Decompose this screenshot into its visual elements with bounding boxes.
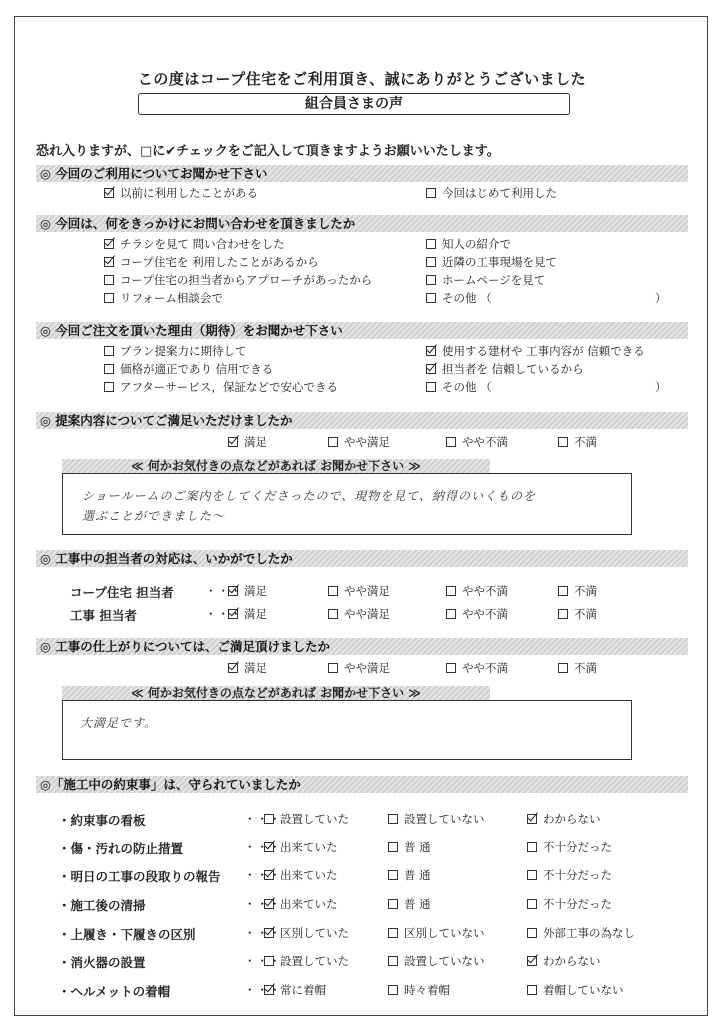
q7-option[interactable]: 不十分だった <box>527 839 612 855</box>
checkbox-icon[interactable] <box>446 609 456 619</box>
q6-comment-line: 大満足です。 <box>80 716 158 730</box>
checkbox-checked-icon[interactable] <box>527 814 537 824</box>
q7-option[interactable]: 設置していない <box>388 811 485 827</box>
checkbox-icon[interactable] <box>104 346 114 356</box>
q3-title: ◎ 今回ご注文を頂いた理由（期待）をお聞かせ下さい <box>36 322 688 339</box>
q5-title: ◎ 工事中の担当者の対応は、いかがでしたか <box>36 550 688 567</box>
q5-option[interactable]: やや不満 <box>446 606 508 622</box>
checkbox-icon[interactable] <box>446 586 456 596</box>
leader-dots: ・・・ <box>244 868 282 882</box>
q1-title: ◎ 今回のご利用についてお聞かせ下さい <box>36 165 688 182</box>
checkbox-checked-icon[interactable] <box>426 364 436 374</box>
q5-option[interactable]: やや満足 <box>328 583 390 599</box>
checkbox-icon[interactable] <box>388 956 398 966</box>
checkbox-icon[interactable] <box>426 275 436 285</box>
q5-option[interactable]: 不満 <box>558 606 597 622</box>
checkbox-icon[interactable] <box>388 985 398 995</box>
q7-row-label: ・約束事の看板 <box>58 813 146 828</box>
q6-option[interactable]: やや満足 <box>328 660 390 676</box>
q5-option[interactable]: やや満足 <box>328 606 390 622</box>
q3-option-other[interactable]: その他 （ <box>426 379 492 395</box>
q7-option[interactable]: 常に着帽 <box>264 982 326 998</box>
checkbox-checked-icon[interactable] <box>104 257 114 267</box>
q7-option[interactable]: 時々着帽 <box>388 982 450 998</box>
q2-other-close: ） <box>655 291 667 305</box>
q6-comment-header: ≪ 何かお気付きの点などがあれば お聞かせ下さい ≫ <box>62 686 490 701</box>
q4-option[interactable]: 不満 <box>558 434 597 450</box>
checkbox-icon[interactable] <box>328 663 338 673</box>
leader-dots: ・・・ <box>244 926 282 940</box>
q4-option[interactable]: 満足 <box>228 434 267 450</box>
q2-title: ◎ 今回は、何をきっかけにお問い合わせを頂きましたか <box>36 215 688 232</box>
leader-dots: ・・・ <box>244 840 282 854</box>
q2-option[interactable]: リフォーム相談会で <box>104 290 223 306</box>
q7-row-label: ・ヘルメットの着帽 <box>58 984 171 999</box>
checkbox-icon[interactable] <box>264 814 274 824</box>
q3-other-close: ） <box>655 380 667 394</box>
leader-dots: ・・・ <box>244 983 282 997</box>
q5-option[interactable]: 満足 <box>228 583 267 599</box>
checkbox-checked-icon[interactable] <box>264 899 274 909</box>
q7-option[interactable]: 不十分だった <box>527 896 612 912</box>
q2-option[interactable]: 近隣の工事現場を見て <box>426 254 557 270</box>
checkbox-icon[interactable] <box>104 382 114 392</box>
q6-option[interactable]: 不満 <box>558 660 597 676</box>
q5-row-label: コープ住宅 担当者 <box>70 585 174 600</box>
q7-option[interactable]: 着帽していない <box>527 982 624 998</box>
q4-title: ◎ 提案内容についてご満足いただけましたか <box>36 412 688 429</box>
q4-comment-box[interactable] <box>62 473 632 535</box>
q2-option[interactable]: チラシを見て 問い合わせをした <box>104 236 285 252</box>
checkbox-icon[interactable] <box>104 364 114 374</box>
checkbox-icon[interactable] <box>426 382 436 392</box>
q7-option[interactable]: 設置していた <box>264 953 349 969</box>
q4-comment-header: ≪ 何かお気付きの点などがあれば お聞かせ下さい ≫ <box>62 459 490 474</box>
q2-option[interactable]: コープ住宅の担当者からアプローチがあったから <box>104 272 372 288</box>
q6-option[interactable]: やや不満 <box>446 660 508 676</box>
q7-option[interactable]: 設置していない <box>388 953 485 969</box>
q7-option[interactable]: 出来ていた <box>264 896 338 912</box>
leader-dots: ・・・ <box>205 607 243 621</box>
checkbox-icon[interactable] <box>388 928 398 938</box>
q7-option[interactable]: 不十分だった <box>527 867 612 883</box>
checkbox-icon[interactable] <box>446 663 456 673</box>
q4-comment-line: ショールームのご案内をしてくださったので、現物を見て、納得のいくものを <box>82 489 537 503</box>
q7-option[interactable]: 設置していた <box>264 811 349 827</box>
checkbox-icon[interactable] <box>388 899 398 909</box>
page-subtitle: 組合員さまの声 <box>138 93 570 115</box>
q7-option[interactable]: 普 通 <box>388 867 431 883</box>
checkbox-icon[interactable] <box>104 275 114 285</box>
q7-option[interactable]: わからない <box>527 953 601 969</box>
checkbox-checked-icon[interactable] <box>264 928 274 938</box>
checkbox-checked-icon[interactable] <box>426 346 436 356</box>
q3-option[interactable]: プラン提案力に期待して <box>104 343 247 359</box>
checkbox-icon[interactable] <box>558 609 568 619</box>
q7-row-label: ・消火器の設置 <box>58 955 146 970</box>
checkbox-checked-icon[interactable] <box>228 609 238 619</box>
q7-option[interactable]: わからない <box>527 811 601 827</box>
q7-title: ◎「施工中の約束事」は、守られていましたか <box>36 776 688 793</box>
q4-option[interactable]: やや満足 <box>328 434 390 450</box>
checkbox-icon[interactable] <box>426 188 436 198</box>
q2-option[interactable]: 知人の紹介で <box>426 236 511 252</box>
q6-option[interactable]: 満足 <box>228 660 267 676</box>
leader-dots: ・・・ <box>244 897 282 911</box>
checkbox-icon[interactable] <box>527 842 537 852</box>
checkbox-icon[interactable] <box>558 663 568 673</box>
checkbox-checked-icon[interactable] <box>264 842 274 852</box>
checkbox-icon[interactable] <box>328 437 338 447</box>
checkbox-icon[interactable] <box>527 899 537 909</box>
checkbox-checked-icon[interactable] <box>228 586 238 596</box>
q3-option[interactable]: 使用する建材や 工事内容が 信頼できる <box>426 343 645 359</box>
q5-option[interactable]: やや不満 <box>446 583 508 599</box>
checkbox-checked-icon[interactable] <box>228 437 238 447</box>
page-title: この度はコープ住宅をご利用頂き、誠にありがとうございました <box>137 70 587 88</box>
q5-option[interactable]: 不満 <box>558 583 597 599</box>
checkbox-icon[interactable] <box>527 928 537 938</box>
q3-option[interactable]: アフターサービス，保証などで安心できる <box>104 379 338 395</box>
q5-row-label: 工事 担当者 <box>70 608 137 623</box>
q7-option[interactable]: 区別していない <box>388 925 485 941</box>
q2-option-other[interactable]: その他 （ <box>426 290 492 306</box>
q4-option[interactable]: やや不満 <box>446 434 508 450</box>
checkbox-checked-icon[interactable] <box>228 663 238 673</box>
q7-row-label: ・上履き・下履きの区別 <box>58 927 196 942</box>
q3-option[interactable]: 担当者を 信頼しているから <box>426 361 584 377</box>
q4-comment-line: 選ぶことができました〜 <box>82 509 226 523</box>
checkbox-checked-icon[interactable] <box>104 188 114 198</box>
leader-dots: ・・・ <box>244 954 282 968</box>
checkbox-icon[interactable] <box>104 293 114 303</box>
checkbox-icon[interactable] <box>558 586 568 596</box>
q7-option[interactable]: 普 通 <box>388 896 431 912</box>
q7-option[interactable]: 出来ていた <box>264 867 338 883</box>
q1-option[interactable]: 以前に利用したことがある <box>104 185 258 201</box>
checkbox-checked-icon[interactable] <box>264 985 274 995</box>
q5-option[interactable]: 満足 <box>228 606 267 622</box>
checkbox-icon[interactable] <box>426 239 436 249</box>
checkbox-icon[interactable] <box>328 609 338 619</box>
checkbox-icon[interactable] <box>527 985 537 995</box>
q7-option[interactable]: 出来ていた <box>264 839 338 855</box>
q2-option[interactable]: ホームページを見て <box>426 272 545 288</box>
leader-dots: ・・・ <box>244 812 282 826</box>
checkbox-icon[interactable] <box>558 437 568 447</box>
checkbox-checked-icon[interactable] <box>527 956 537 966</box>
q7-option[interactable]: 普 通 <box>388 839 431 855</box>
q1-option[interactable]: 今回はじめて利用した <box>426 185 557 201</box>
leader-dots: ・・・ <box>205 584 243 598</box>
checkbox-icon[interactable] <box>388 842 398 852</box>
q6-title: ◎ 工事の仕上がりについては、ご満足頂けましたか <box>36 638 688 655</box>
q7-option[interactable]: 外部工事の為なし <box>527 925 635 941</box>
checkbox-checked-icon[interactable] <box>104 239 114 249</box>
intro-text: 恐れ入りますが、□に✔チェックをご記入して頂きますようお願いいたします。 <box>36 144 500 159</box>
q7-row-label: ・傷・汚れの防止措置 <box>58 841 184 856</box>
checkbox-checked-icon[interactable] <box>264 870 274 880</box>
checkbox-icon[interactable] <box>388 870 398 880</box>
q2-option[interactable]: コープ住宅を 利用したことがあるから <box>104 254 319 270</box>
q7-option[interactable]: 区別していた <box>264 925 349 941</box>
checkbox-icon[interactable] <box>446 437 456 447</box>
checkbox-icon[interactable] <box>426 293 436 303</box>
checkbox-icon[interactable] <box>426 257 436 267</box>
checkbox-icon[interactable] <box>264 956 274 966</box>
q3-option[interactable]: 価格が適正であり 信用できる <box>104 361 273 377</box>
checkbox-icon[interactable] <box>527 870 537 880</box>
q7-row-label: ・明日の工事の段取りの報告 <box>58 869 221 884</box>
q7-row-label: ・施工後の清掃 <box>58 898 146 913</box>
checkbox-icon[interactable] <box>388 814 398 824</box>
checkbox-icon[interactable] <box>328 586 338 596</box>
